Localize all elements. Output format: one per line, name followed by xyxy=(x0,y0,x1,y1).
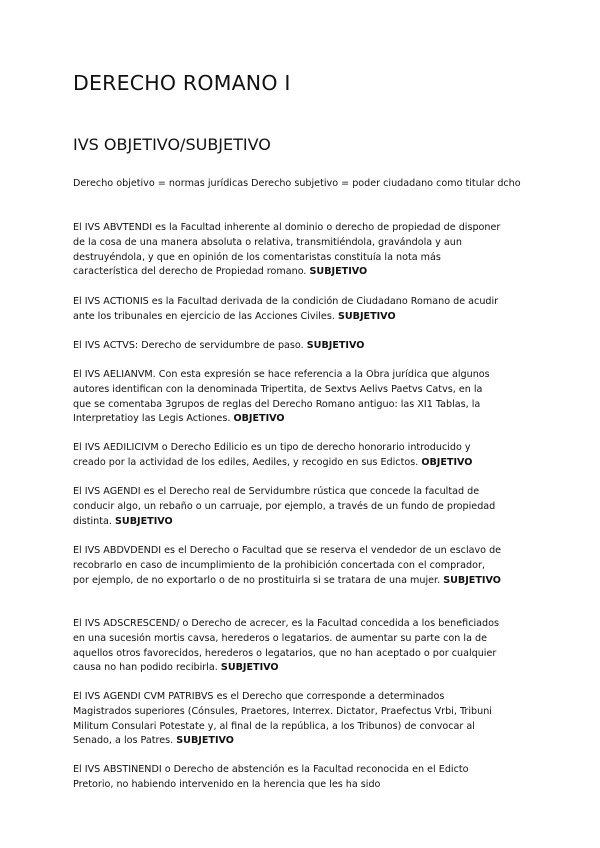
paragraph-ius-agendi-cum-patribus xyxy=(73,690,503,749)
paragraph-text: El IVS ABDVDENDI es el Derecho o Facultad que se reserva el vendedor de un esclavo de recobrarlo en caso de incumplimiento de la prohibición concertada con el comprador, por ejemplo, de no exportarlo o de no prostituirla si se tratara de una mujer. xyxy=(73,545,502,586)
paragraph-text: El IVS ACTVS: Derecho de servidumbre de paso. xyxy=(73,340,304,351)
classification-tag: OBJETIVO xyxy=(233,413,285,425)
paragraph-ius-abstinendi xyxy=(73,763,503,793)
paragraph-text: El IVS ABVTENDI es la Facultad inherente al dominio o derecho de propiedad de disponer de la cosa de una manera absoluta o relativa, transmitiéndola, gravándola y aun destruyéndola, y que en opinión de los comentaristas constituía la nota más característica del derecho de Propiedad romano. xyxy=(73,222,501,278)
intro-text: Derecho objetivo = normas jurídicas Derecho subjetivo = poder ciudadano como titular dcho xyxy=(73,178,521,189)
paragraph-text: El IVS ADSCRESCEND/ o Derecho de acrecer, es la Facultad concedida a los beneficiados en una sucesión mortis cavsa, herederos o legatarios. de aumentar su parte con la de aquellos otros favorecidos, herederos o legatarios, que no han aceptado o por cualquier causa no han podido recibirla. xyxy=(73,618,499,674)
classification-tag: OBJETIVO xyxy=(421,456,473,468)
paragraph-text: El IVS AELIANVM. Con esta expresión se hace referencia a la Obra jurídica que algunos autores identifican con la denominada Tripertita, de Sextvs Aelivs Paetvs Catvs, en la que se comentaba 3grupos de reglas del Derecho Romano antiguo: las XI1 Tablas, la Interpretatioy las Legis Actiones. xyxy=(73,369,490,425)
page-title: DERECHO ROMANO I xyxy=(73,71,291,95)
classification-tag: SUBJETIVO xyxy=(337,310,396,322)
classification-tag: SUBJETIVO xyxy=(220,662,279,674)
classification-tag: SUBJETIVO xyxy=(443,574,501,586)
classification-tag: SUBJETIVO xyxy=(176,735,234,747)
classification-tag: SUBJETIVO xyxy=(306,340,365,351)
paragraph-text: El IVS AGENDI CVM PATRIBVS es el Derecho que corresponde a determinados Magistrados superiores (Cónsules, Praetores, Interrex. Dictator, Praefectus Vrbi, Tribuni Militum Consulari Potestate y, al final de la república, a los Tribunos) de convocar al Senado, a los Patres. xyxy=(73,691,492,747)
classification-tag: SUBJETIVO xyxy=(115,515,173,527)
classification-tag: SUBJETIVO xyxy=(309,266,368,278)
paragraph-ius-aelianum xyxy=(73,368,503,427)
section-title: IVS OBJETIVO/SUBJETIVO xyxy=(73,135,271,154)
paragraph-text: El IVS AEDILICIVM o Derecho Edilicio es un tipo de derecho honorario introducido y creado por la actividad de los ediles, Aediles, y recogido en sus Edictos. xyxy=(73,442,471,468)
paragraph-text: El IVS AGENDI es el Derecho real de Servidumbre rústica que concede la facultad de conducir algo, un rebaño o un carruaje, por ejemplo, a través de un fundo de propiedad distinta. xyxy=(73,486,496,527)
paragraph-text: El IVS ABSTINENDI o Derecho de abstención es la Facultad reconocida en el Edicto Pretorio, no habiendo intervenido en la herencia que les ha sido xyxy=(73,764,469,790)
paragraph-ius-aedilicium xyxy=(73,441,503,471)
paragraph-ius-actionis xyxy=(73,295,503,325)
paragraph-ius-actus xyxy=(73,339,503,354)
paragraph-text: El IVS ACTIONIS es la Facultad derivada de la condición de Ciudadano Romano de acudir ante los tribunales en ejercicio de las Acciones Civiles. xyxy=(73,296,499,322)
paragraph-ius-adcrescendi xyxy=(73,617,503,676)
paragraph-ius-abutendi xyxy=(73,221,503,280)
paragraph-ius-agendi xyxy=(73,485,503,529)
paragraph-ius-abducendi xyxy=(73,544,503,588)
